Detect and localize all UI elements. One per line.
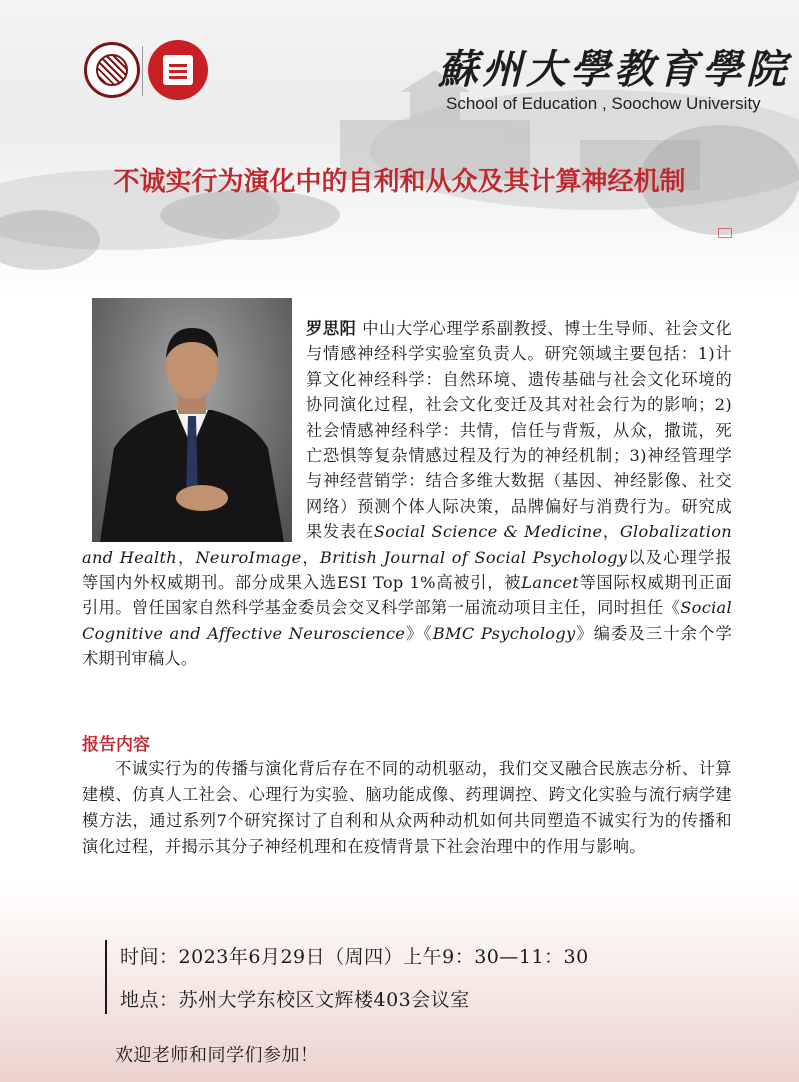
speaker-bio: 罗思阳 中山大学心理学系副教授、博士生导师、社会文化与情感神经科学实验室负责人。研究领域主要包括：1)计算文化神经科学：自然环境、遗传基础与社会文化环境的协同演化过程，社会文化变迁及其对社会行为的影响；2)社会情感神经科学：共情，信任与背叛，从众，撒谎，死亡恐惧等复杂情感过程及行为的神经机制；3)神经管理学与神经营销学：结合多维大数据（基因、神经影像、社交网络）预测个体人际决策，品牌偏好与消费行为。研究成果发表在Social Science & Medicine，Globalization and Health，NeuroImage，British Journal of Social Psychology以及心理学报等国内外权威期刊。部分成果入选ESI Top 1%高被引，被Lancet等国际权威期刊正面引用。曾任国家自然科学基金委员会交叉科学部第一届流动项目主任，同时担任《Social Cognitive and Affective Neuroscience》《BMC Psychology》编委及三十余个学术期刊审稿人。 [82,319,732,669]
soochow-university-logo [84,42,140,98]
report-heading: 报告内容 [82,735,150,755]
event-divider [105,940,107,1014]
journal-title: British Journal of Social Psychology [319,547,628,567]
school-of-education-logo [148,40,208,100]
journal-title: BMC Psychology [432,623,576,643]
journal-title: Lancet [521,573,580,593]
lecture-title: 不诚实行为演化中的自利和从众及其计算神经机制 [113,167,686,197]
school-name-english: School of Education , Soochow University [446,94,761,113]
welcome-text: 欢迎老师和同学们参加！ [115,1045,319,1066]
journal-title: Globalization and Health [82,522,732,567]
event-place: 地点：苏州大学东校区文辉楼403会议室 [120,989,470,1011]
journal-title: Social Science & Medicine [373,522,603,542]
report-abstract: 不诚实行为的传播与演化背后存在不同的动机驱动，我们交叉融合民族志分析、计算建模、仿真人工社会、心理行为实验、脑功能成像、药理调控、跨文化实验与流行病学建模方法，通过系列7个研究探讨了自利和从众两种动机如何共同塑造不诚实行为的传播和演化过程，并揭示其分子神经机理和在疫情背景下社会治理中的作用与影响。 [82,759,732,856]
journal-title: NeuroImage [195,547,302,567]
event-time: 时间：2023年6月29日（周四）上午9：30—11：30 [120,946,589,968]
speaker-name: 罗思阳 [306,319,357,338]
school-name-chinese: 蘇州大學教育學院 [438,46,790,93]
seal-stamp [718,228,732,238]
logo-divider [142,46,143,96]
journal-title: Social Cognitive and Affective Neuroscience [82,598,732,643]
